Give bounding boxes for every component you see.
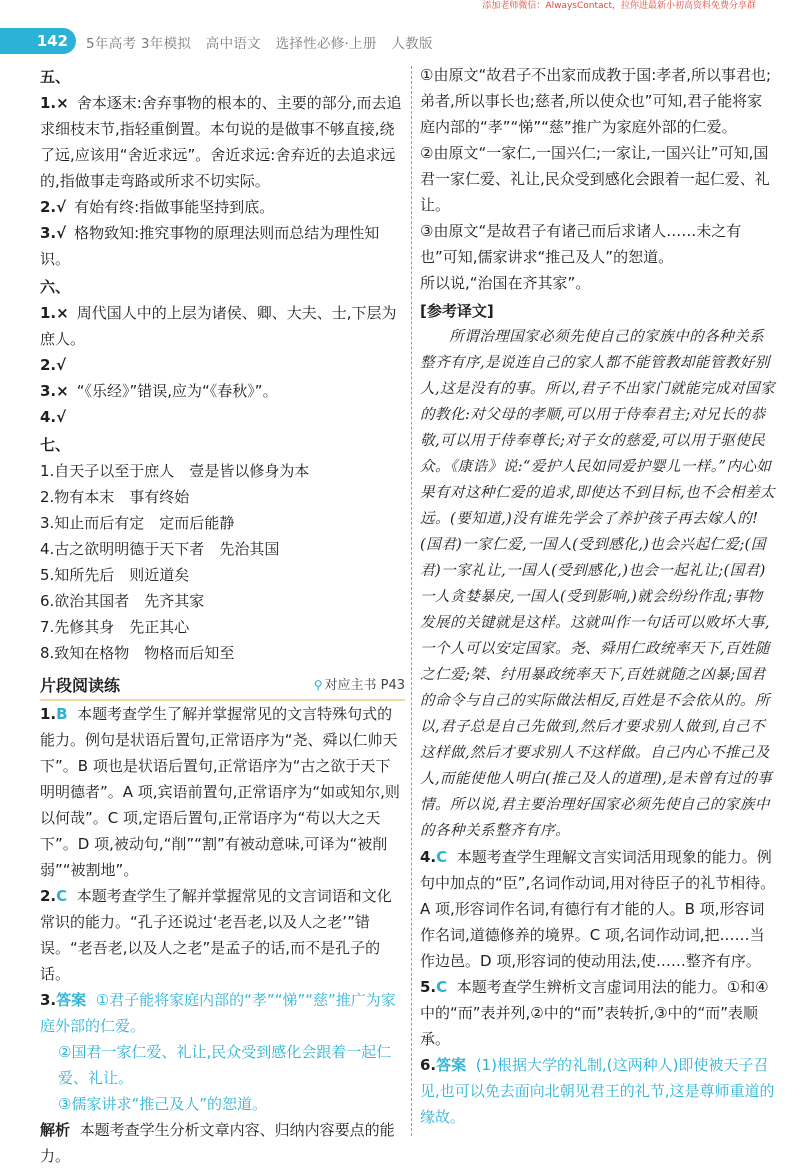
- analysis-point-3: ③由原文“是故君子有诸己而后求诸人……未之有也”可知,儒家讲求“推己及人”的恕道。: [420, 222, 742, 266]
- item-text: “《乐经》”错误,应为“《春秋》”。: [76, 382, 278, 400]
- q-choice: C: [436, 848, 448, 866]
- section-banner-title: 片段阅读练: [40, 675, 121, 695]
- answer-label: 答案: [56, 991, 87, 1009]
- q-choice: C: [56, 887, 68, 905]
- item-number: 1.×: [40, 304, 69, 322]
- analysis-point-1: ①由原文“故君子不出家而成教于国:孝者,所以事君也;弟者,所以事长也;慈者,所以使众也”可知,君子能将家庭内部的“孝”“悌”“慈”推广为家庭外部的仁爱。: [420, 66, 772, 136]
- section-banner: [40, 672, 405, 701]
- right-column: [420, 62, 776, 1130]
- q-number: 2.: [40, 887, 57, 905]
- item-number: 2.√: [40, 198, 67, 216]
- answer-point-3: ③儒家讲求“推己及人”的恕道。: [58, 1095, 267, 1113]
- q-explanation: 本题考查学生辨析文言虚词用法的能力。①和④中的“而”表并列,②中的“而”表转折,③中的“而”表顺承。: [420, 978, 769, 1048]
- fill-answer: 1.自天子以至于庶人 壹是皆以修身为本: [40, 462, 310, 480]
- fill-answer: 7.先修其身 先正其心: [40, 618, 190, 636]
- volume-label: 选择性必修·上册: [275, 36, 377, 52]
- answer-point-2: ②国君一家仁爱、礼让,民众受到感化会跟着一起仁爱、礼让。: [58, 1043, 392, 1087]
- reference-translation: 所谓治理国家必须先使自己的家族中的各种关系整齐有序,是说连自己的家人都不能管教却能管教好别人,这是没有的事。所以,君子不出家门就能完成对国家的教化:对父母的孝顺,可以用于侍奉君主;对兄长的恭敬,可以用于侍奉尊长;对子女的慈爱,可以用于驱使民众。《康诰》说:“爱护人民如同爱护婴儿一样。”内心如果有对这种仁爱的追求,即使达不到目标,也不会相差太远。(要知道,)没有谁先学会了养护孩子再去嫁人的!(国君)一家仁爱,一国人(受到感化,)也会兴起仁爱;(国君)一家礼让,一国人(受到感化,)也会一起礼让;(国君)一人贪婪暴戾,一国人(受到影响,)就会纷纷作乱;事物发展的关键就是这样。这就叫作一句话可以败坏大事,一个人可以安定国家。尧、舜用仁政统率天下,百姓随之仁爱;桀、纣用暴政统率天下,百姓就随之凶暴;国君的命令与自己的实际做法相反,百姓是不会依从的。所以,君子总是自己先做到,然后才要求别人做到,自己不这样做,然后才要求别人不这样做。自己内心不推己及人,而能使他人明白(推己及人的道理),是未曾有过的事情。所以说,君主要治理好国家必须先使自己的家族中的各种关系整齐有序。: [420, 328, 775, 839]
- section-heading-6: 六、: [40, 278, 71, 296]
- answer-item: [40, 194, 405, 220]
- q-explanation: 本题考查学生了解并掌握常见的文言词语和文化常识的能力。“孔子还说过‘老吾老,以及人之老’”错误。“老吾老,以及人之老”是孟子的话,而不是孔子的话。: [40, 887, 392, 983]
- answer-item: [40, 378, 405, 404]
- running-head: [86, 32, 443, 52]
- question-answer-2: [40, 883, 405, 987]
- answer-item: [40, 90, 405, 194]
- question-answer-5: [420, 974, 776, 1052]
- fill-answer: 4.古之欲明明德于天下者 先治其国: [40, 540, 280, 558]
- item-number: 4.√: [40, 408, 67, 426]
- fill-answer: 3.知止而后有定 定而后能静: [40, 514, 235, 532]
- subject-label: 高中语文: [205, 36, 261, 52]
- analysis: [40, 1117, 405, 1169]
- page-header: [0, 28, 800, 56]
- item-number: 2.√: [40, 356, 67, 374]
- analysis-text: 本题考查学生分析文章内容、归纳内容要点的能力。: [40, 1121, 395, 1165]
- fill-answer: 6.欲治其国者 先齐其家: [40, 592, 205, 610]
- question-answer-1: [40, 701, 405, 883]
- analysis-label: 解析: [40, 1121, 71, 1139]
- q-choice: C: [436, 978, 448, 996]
- item-number: 3.√: [40, 224, 67, 242]
- answer-item: [40, 220, 405, 272]
- fill-answer: 8.致知在格物 物格而后知至: [40, 644, 235, 662]
- answer-label: 答案: [436, 1056, 467, 1074]
- fill-answer: 5.知所先后 则近道矣: [40, 566, 190, 584]
- q-number: 6.: [420, 1056, 437, 1074]
- q-explanation: 本题考查学生理解文言实词活用现象的能力。例句中加点的“臣”,名词作动词,用对待臣子的礼节相待。A 项,形容词作名词,有德行有才能的人。B 项,形容词作名词,道德修养的境界。C 项,名词作动词,把……当作边邑。D 项,形容词的使动用法,使……整齐有序。: [420, 848, 776, 970]
- answer-point-1: ①君子能将家庭内部的“孝”“悌”“慈”推广为家庭外部的仁爱。: [40, 991, 396, 1035]
- fill-answer: 2.物有本末 事有终始: [40, 488, 190, 506]
- q-number: 5.: [420, 978, 437, 996]
- item-number: 3.×: [40, 382, 69, 400]
- question-answer-6: [420, 1052, 776, 1130]
- left-column: [40, 62, 405, 1169]
- item-text: 有始有终:指做事能坚持到底。: [74, 198, 275, 216]
- answer-item: [40, 300, 405, 352]
- item-number: 1.×: [40, 94, 69, 112]
- section-heading-7: 七、: [40, 436, 71, 454]
- page-number: 142: [0, 28, 76, 54]
- column-divider: [411, 66, 412, 1136]
- item-text: 周代国人中的上层为诸侯、卿、大夫、士,下层为庶人。: [40, 304, 397, 348]
- analysis-point-2: ②由原文“一家仁,一国兴仁;一家让,一国兴让”可知,国君一家仁爱、礼让,民众受到感化会跟着一起仁爱、礼让。: [420, 144, 770, 214]
- answer-text: (1)根据大学的礼制,(这两种人)即使被天子召见,也可以免去面向北朝见君王的礼节,这是尊师重道的缘故。: [420, 1056, 775, 1126]
- q-number: 1.: [40, 705, 57, 723]
- item-text: 格物致知:推究事物的原理法则而总结为理性知识。: [40, 224, 380, 268]
- answer-item: [40, 404, 405, 430]
- edition-label: 人教版: [391, 36, 433, 52]
- section-heading-5: 五、: [40, 68, 71, 86]
- book-title: 5年高考 3年模拟: [86, 36, 192, 52]
- q-explanation: 本题考查学生了解并掌握常见的文言特殊句式的能力。例句是状语后置句,正常语序为“尧、舜以仁帅天下”。B 项也是状语后置句,正常语序为“古之欲于天下明明德者”。A 项,宾语前置句,正常语序为“如或知尔,则以何哉”。C 项,定语后置句,正常语序为“苟以大之天下”。D 项,被动句,“削”“割”有被动意味,可译为“被削弱”“被割地”。: [40, 705, 400, 879]
- search-icon: ⚲: [313, 678, 323, 692]
- q-number: 3.: [40, 991, 57, 1009]
- q-number: 4.: [420, 848, 437, 866]
- reference-translation-title: [参考译文]: [420, 302, 494, 320]
- section-banner-ref: [314, 672, 405, 699]
- item-text: 舍本逐末:舍弃事物的根本的、主要的部分,而去追求细枝末节,指轻重倒置。本句说的是做事不够直接,绕了远,应该用“舍近求远”。舍近求远:舍弃近的去追求远的,指做事走弯路或所求不切实际。: [40, 94, 402, 190]
- main-book-reference: 对应主书 P43: [324, 678, 405, 693]
- question-answer-3: [40, 987, 405, 1039]
- q-choice: B: [56, 705, 68, 723]
- answer-item: [40, 352, 405, 378]
- question-answer-4: [420, 844, 776, 974]
- analysis-conclusion: 所以说,“治国在齐其家”。: [420, 274, 591, 292]
- top-watermark-note: 添加老师微信：AlwaysContact，拉你进最新小初高资料免费分享群: [482, 1, 756, 11]
